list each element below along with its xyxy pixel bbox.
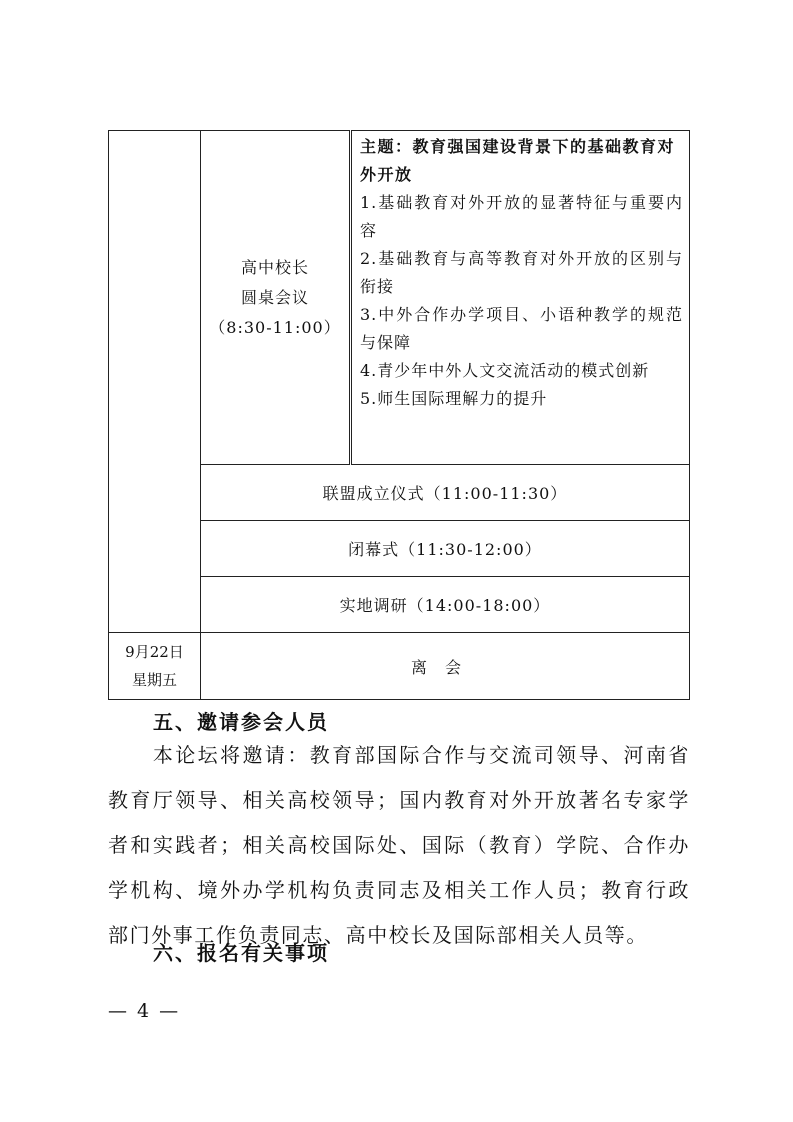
session-time: （8:30-11:00） (209, 317, 341, 337)
table-row (109, 131, 690, 465)
event-cell: 联盟成立仪式（11:00-11:30） (201, 465, 690, 521)
event-cell: 闭幕式（11:30-12:00） (201, 521, 690, 577)
date-line2: 星期五 (131, 671, 177, 689)
table-row (109, 633, 690, 700)
topic-item: 3.中外合作办学项目、小语种教学的规范与保障 (360, 305, 683, 352)
topic-item: 1.基础教育对外开放的显著特征与重要内容 (360, 193, 683, 240)
section5-body-text: 本论坛将邀请：教育部国际合作与交流司领导、河南省教育厅领导、相关高校领导；国内教育对外开放著名专家学者和实践者；相关高校国际处、国际（教育）学院、合作办学机构、境外办学机构负责同志及相关工作人员；教育行政部门外事工作负责同志、高中校长及国际部相关人员等。 (108, 743, 690, 947)
date-cell (109, 633, 201, 700)
section5-title: 五、邀请参会人员 (153, 710, 329, 734)
topic-title: 主题：教育强国建设背景下的基础教育对外开放 (360, 137, 676, 184)
topics-cell (351, 131, 690, 465)
schedule-table (108, 130, 690, 700)
date-cell-empty (109, 131, 201, 633)
farewell-cell: 离会 (201, 633, 690, 700)
topic-item: 4.青少年中外人文交流活动的模式创新 (360, 361, 650, 380)
session-name-line2: 圆桌会议 (240, 287, 309, 307)
section5-body (108, 733, 690, 958)
section6-title: 六、报名有关事项 (153, 941, 329, 965)
page-number: — 4 — (108, 1000, 181, 1022)
session-name-line1: 高中校长 (240, 257, 309, 277)
session-cell (201, 131, 351, 465)
event-cell: 实地调研（14:00-18:00） (201, 577, 690, 633)
topic-item: 5.师生国际理解力的提升 (360, 389, 548, 408)
topic-item: 2.基础教育与高等教育对外开放的区别与衔接 (360, 249, 683, 296)
date-line1: 9月22日 (125, 643, 184, 661)
